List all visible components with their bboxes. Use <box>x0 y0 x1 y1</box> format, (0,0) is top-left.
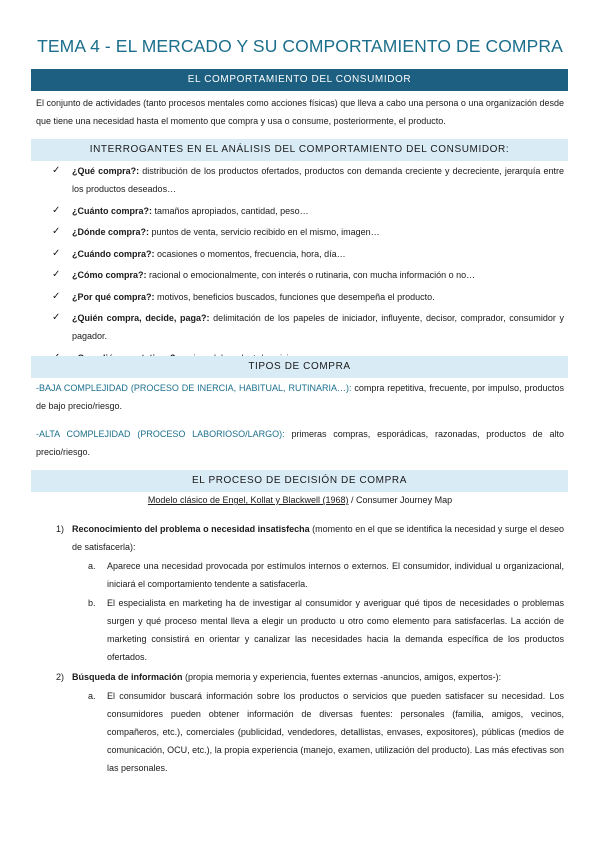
step-description: (momento en el que se identifica la necesidad y surge el deseo de satisfacerla): <box>72 524 564 552</box>
questions-list <box>52 162 564 370</box>
step-2-sub-a <box>88 687 564 777</box>
check-icon: ✓ <box>52 247 61 259</box>
step-1-sub-b <box>88 594 564 666</box>
question-label: ¿Dónde compra?: <box>72 227 150 237</box>
question-answer: distribución de los productos ofertados, productos con demanda creciente y decreciente, jerarquía entre los productos deseados… <box>72 166 564 194</box>
model-link[interactable]: Modelo clásico de Engel, Kollat y Blackwell (1968) <box>147 495 349 505</box>
sub-text: El especialista en marketing ha de investigar al consumidor y averiguar qué tipos de necesidades o problemas surgen y qué proceso mental lleva a elegir un producto u otro como elemento para satisfacerlas. La acción de marketing consistirá en orientar y canalizar las necesidades hacia la demanda específica de los productos ofertados. <box>107 598 564 662</box>
high-complexity-paragraph <box>36 425 564 461</box>
question-label: ¿Qué compra?: <box>72 166 140 176</box>
step-1 <box>56 520 564 556</box>
high-complexity-text: primeras compras, esporádicas, razonadas, productos de alto precio/riesgo. <box>36 429 564 457</box>
question-answer: delimitación de los papeles de iniciador, influyente, decisor, comprador, consumidor y pagador. <box>72 313 564 341</box>
definition-paragraph: El conjunto de actividades (tanto procesos mentales como acciones físicas) que lleva a cabo una persona o una organización desde que tiene una necesidad hasta el momento que compra y usa o consume, posteriormente, el producto. <box>36 98 564 126</box>
list-item <box>52 309 564 345</box>
step-title: Búsqueda de información <box>72 672 183 682</box>
question-answer: motivos, beneficios buscados, funciones que desempeña el producto. <box>154 291 435 302</box>
low-complexity-label: -BAJA COMPLEJIDAD (PROCESO DE INERCIA, HABITUAL, RUTINARIA…): <box>36 383 352 393</box>
check-icon: ✓ <box>52 312 61 323</box>
question-label: ¿Cómo compra?: <box>72 270 147 280</box>
step-1-sub-a <box>88 557 564 593</box>
list-item <box>52 288 564 306</box>
question-answer: racional o emocionalmente, con interés o rutinaria, con mucha información o no… <box>146 270 476 280</box>
low-complexity-text: compra repetitiva, frecuente, por impulso, productos de bajo precio/riesgo. <box>36 383 564 411</box>
question-answer: puntos de venta, servicio recibido en el mismo, imagen… <box>149 227 380 237</box>
question-answer: ocasiones o momentos, frecuencia, hora, día… <box>154 248 346 259</box>
model-reference <box>0 495 600 505</box>
section-heading-interrogantes: INTERROGANTES EN EL ANÁLISIS DEL COMPORTAMIENTO DEL CONSUMIDOR: <box>31 139 568 161</box>
step-description: (propia memoria y experiencia, fuentes externas -anuncios, amigos, expertos-): <box>182 672 502 682</box>
step-title: Reconocimiento del problema o necesidad insatisfecha <box>72 524 310 534</box>
high-complexity-label: -ALTA COMPLEJIDAD (PROCESO LABORIOSO/LARGO): <box>36 429 285 439</box>
check-icon: ✓ <box>52 226 61 237</box>
question-label: ¿Quién compra, decide, paga?: <box>72 313 210 323</box>
sub-marker: a. <box>88 691 96 701</box>
section-heading-comportamiento: EL COMPORTAMIENTO DEL CONSUMIDOR <box>31 69 568 91</box>
list-item <box>52 266 564 284</box>
question-answer: tamaños apropiados, cantidad, peso… <box>152 205 309 216</box>
question-label: ¿Cuánto compra?: <box>72 205 152 216</box>
list-item <box>52 202 564 220</box>
sub-text: El consumidor buscará información sobre los productos o servicios que pueden satisfacer su necesidad. Los consumidores pueden obtener información de diversas fuentes: personales (familia, amigos, vecinos, compañeros, etc.), comerciales (publicidad, vendedores, detallistas, envases, expositores), públicas (medios de comunicación, OCU, etc.), la propia experiencia (manejo, examen, utilización del producto). Las más efectivas son las personales. <box>107 691 564 773</box>
sub-text: Aparece una necesidad provocada por estímulos internos o externos. El consumidor, individual u organizacional, iniciará el comportamiento tendente a satisfacerla. <box>107 561 564 589</box>
section-heading-proceso-decision: EL PROCESO DE DECISIÓN DE COMPRA <box>31 470 568 492</box>
list-item <box>52 223 564 241</box>
list-item <box>52 162 564 198</box>
check-icon: ✓ <box>52 269 61 280</box>
check-icon: ✓ <box>52 165 61 176</box>
check-icon: ✓ <box>52 290 61 302</box>
check-icon: ✓ <box>52 204 61 216</box>
list-item <box>52 245 564 263</box>
step-2 <box>56 668 564 686</box>
step-number: 2) <box>56 672 65 682</box>
model-subtitle: / Consumer Journey Map <box>348 495 453 505</box>
low-complexity-paragraph <box>36 379 564 415</box>
section-heading-tipos-compra: TIPOS DE COMPRA <box>31 356 568 378</box>
question-label: ¿Cuándo compra?: <box>72 248 155 259</box>
sub-marker: a. <box>88 561 96 571</box>
sub-marker: b. <box>88 598 96 608</box>
page-title: TEMA 4 - EL MERCADO Y SU COMPORTAMIENTO DE COMPRA <box>37 36 563 56</box>
step-number: 1) <box>56 524 65 534</box>
question-label: ¿Por qué compra?: <box>72 291 155 302</box>
